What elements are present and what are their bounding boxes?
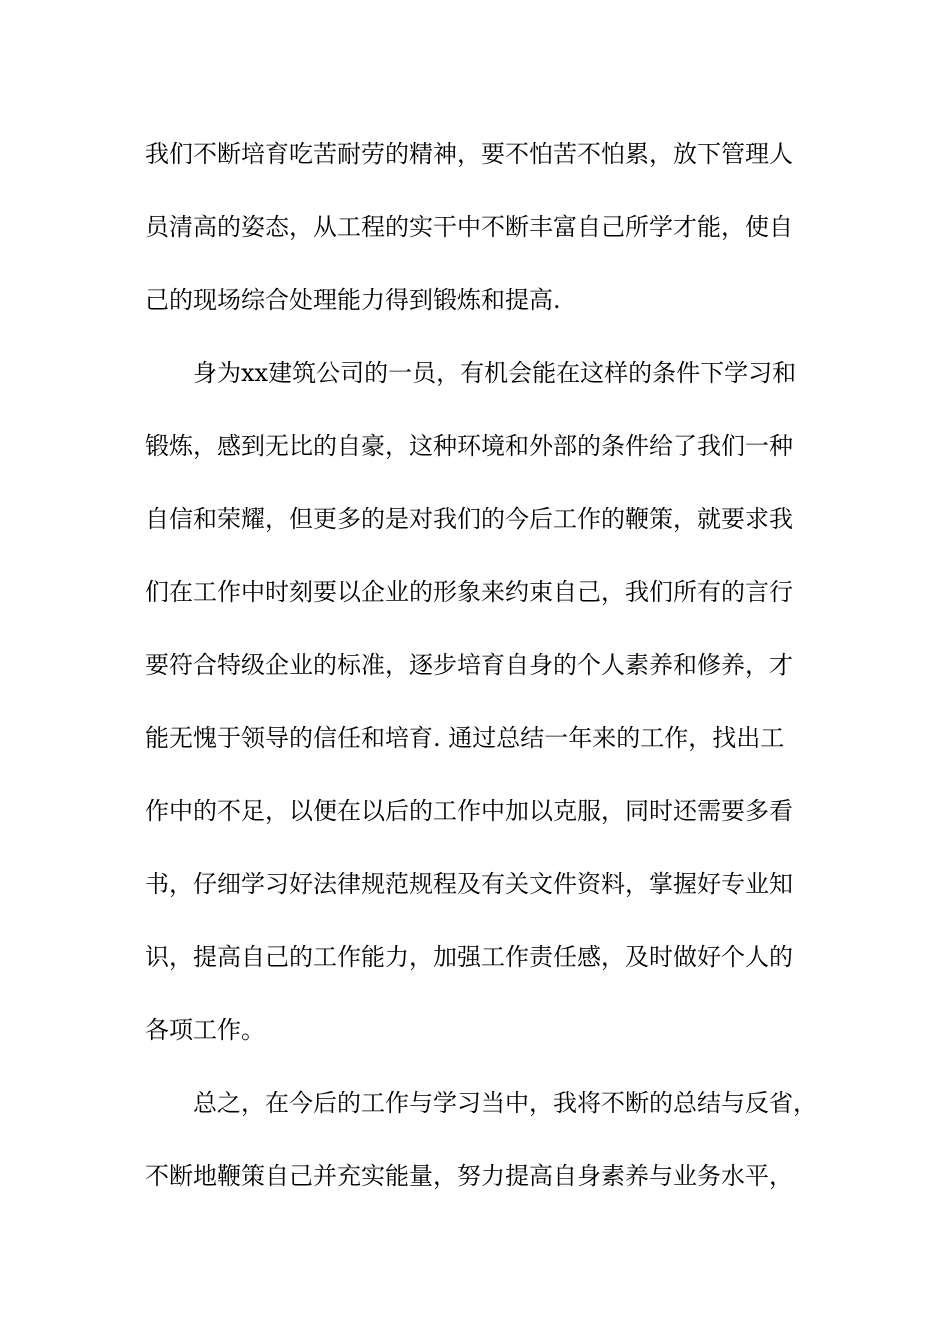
document-body	[145, 128, 825, 1223]
text-line: 书，仔细学习好法律规范规程及有关文件资料，掌握好专业知	[145, 870, 793, 898]
text-line: 自信和荣耀，但更多的是对我们的今后工作的鞭策，就要求我	[145, 505, 793, 533]
text-line: 我们不断培育吃苦耐劳的精神，要不怕苦不怕累，放下管理人	[145, 140, 793, 168]
text-line: 不断地鞭策自己并充实能量，努力提高自身素养与业务水平，	[145, 1162, 793, 1190]
text-line: 各项工作。	[145, 1016, 265, 1044]
text-line: 己的现场综合处理能力得到锻炼和提高.	[145, 286, 561, 314]
text-line: 要符合特级企业的标准，逐步培育自身的个人素养和修养，才	[145, 651, 793, 679]
text-line: 锻炼，感到无比的自豪，这种环境和外部的条件给了我们一种	[145, 432, 793, 460]
paragraph-first-line: 总之，在今后的工作与学习当中，我将不断的总结与反省，	[193, 1089, 817, 1117]
text-line: 识，提高自己的工作能力，加强工作责任感，及时做好个人的	[145, 943, 793, 971]
paragraph-first-line: 身为xx建筑公司的一员，有机会能在这样的条件下学习和	[193, 359, 797, 387]
text-line: 能无愧于领导的信任和培育. 通过总结一年来的工作，找出工	[145, 724, 785, 752]
text-line: 们在工作中时刻要以企业的形象来约束自己，我们所有的言行	[145, 578, 793, 606]
text-line: 员清高的姿态，从工程的实干中不断丰富自己所学才能，使自	[145, 213, 793, 241]
text-line: 作中的不足，以便在以后的工作中加以克服，同时还需要多看	[145, 797, 793, 825]
